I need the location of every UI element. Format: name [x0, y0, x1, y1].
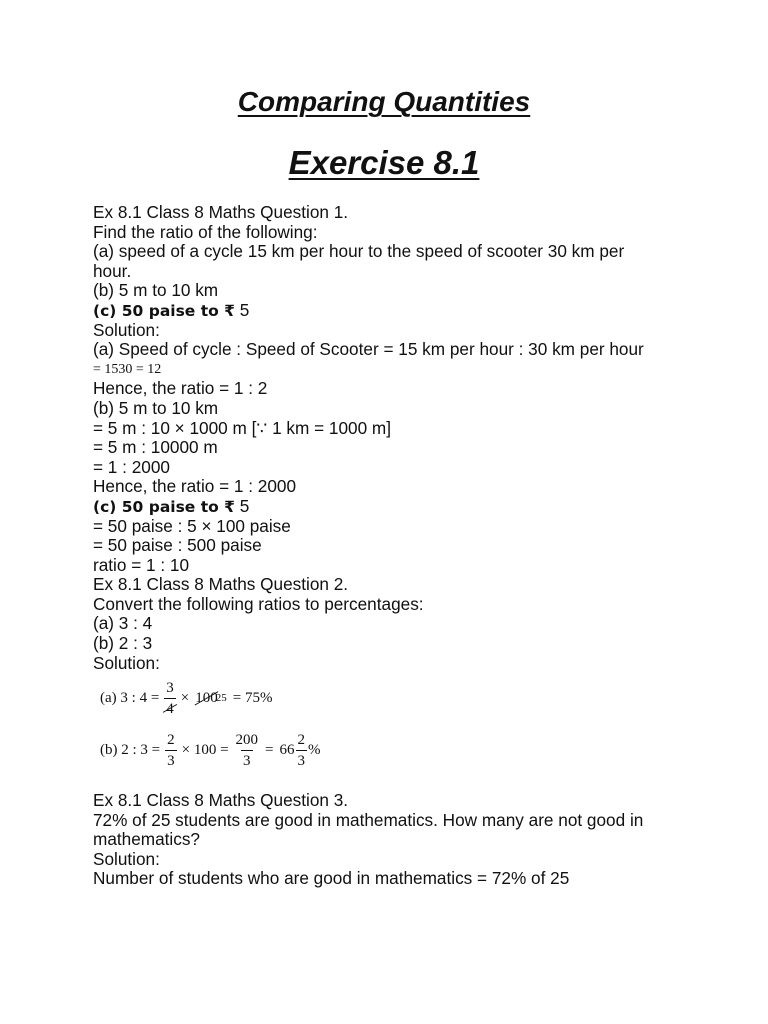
text-line	[93, 634, 693, 654]
text-line-content: Solution:	[93, 319, 160, 340]
text-line	[93, 281, 693, 301]
text-line	[93, 477, 693, 497]
text-line-content: Hence, the ratio = 1 : 2	[93, 378, 268, 399]
text-line: Solution:	[93, 848, 160, 869]
question-3-text	[93, 791, 713, 889]
math-b-numerator: 2	[167, 731, 175, 748]
text-line	[93, 223, 693, 243]
text-line-content: (a) 3 : 4	[93, 613, 153, 634]
text-line-content: Find the ratio of the following:	[93, 221, 318, 242]
math-b-equals: =	[265, 741, 274, 758]
text-line-content: Hence, the ratio = 1 : 2000	[93, 476, 297, 497]
math-b-lhs: (b) 2 : 3 =	[100, 741, 161, 758]
text-line	[93, 536, 693, 556]
percentage-math-figure	[100, 676, 430, 776]
page-title: Comparing Quantities	[237, 86, 531, 117]
math-b-numerator-2: 200	[235, 731, 259, 748]
text-line-content: (b) 5 m to 10 km	[93, 280, 219, 301]
text-line	[93, 203, 693, 223]
text-line	[93, 497, 693, 517]
text-line-content: Convert the following ratios to percentages:	[93, 593, 424, 614]
text-line-content: (c) 50 paise to ₹	[93, 301, 235, 320]
math-row-b	[100, 728, 321, 772]
text-line-content: ratio = 1 : 10	[93, 554, 190, 575]
math-b-denominator-2: 3	[241, 750, 253, 770]
text-line	[93, 399, 693, 419]
text-line: Number of students who are good in mathematics = 72% of 25	[93, 868, 570, 889]
text-line	[93, 262, 693, 282]
math-b-times: × 100 =	[181, 741, 229, 758]
text-line-content: (c) 50 paise to ₹	[93, 497, 235, 516]
math-a-denominator: 4	[164, 698, 176, 718]
text-line	[93, 301, 693, 321]
text-line-content: (b) 2 : 3	[93, 633, 153, 654]
text-line-content: (a) Speed of cycle : Speed of Scooter = 15 km per hour : 30 km per hour	[93, 339, 644, 360]
text-line-content: (b) 5 m to 10 km	[93, 397, 219, 418]
math-b-fraction-3	[296, 731, 308, 770]
text-line-content: = 5 m : 10000 m	[93, 437, 218, 458]
math-row-a	[100, 676, 272, 720]
text-line	[93, 575, 693, 595]
math-b-numerator-3: 2	[297, 731, 306, 748]
text-line-content: = 50 paise : 500 paise	[93, 535, 262, 556]
text-line	[93, 556, 693, 576]
math-b-fraction-2	[234, 731, 261, 770]
math-a-numerator: 3	[166, 679, 174, 696]
text-line	[93, 654, 693, 674]
text-line	[93, 517, 693, 537]
text-line	[93, 458, 693, 478]
text-line	[93, 242, 693, 262]
text-line-content: = 1530 = 12	[93, 361, 162, 377]
text-line	[93, 379, 693, 399]
text-line-content: (a) speed of a cycle 15 km per hour to the speed of scooter 30 km per	[93, 241, 625, 262]
text-line	[93, 438, 693, 458]
math-a-fraction	[164, 679, 176, 718]
text-line-content: = 1 : 2000	[93, 456, 170, 477]
text-line-content: hour.	[93, 260, 132, 281]
text-line-suffix: 5	[234, 299, 250, 320]
math-b-percent: %	[308, 741, 321, 758]
text-line	[93, 340, 693, 360]
text-line	[93, 595, 693, 615]
text-line: mathematics?	[93, 829, 200, 850]
math-b-denominator-3: 3	[296, 750, 308, 770]
math-a-result: = 75%	[232, 689, 273, 706]
text-line: 72% of 25 students are good in mathematics. How many are not good in	[93, 809, 644, 830]
text-line	[93, 614, 693, 634]
math-a-lhs: (a) 3 : 4 =	[100, 689, 160, 706]
text-line-content: Ex 8.1 Class 8 Maths Question 2.	[93, 574, 349, 595]
text-line	[93, 321, 693, 341]
text-line-suffix: 5	[234, 495, 250, 516]
text-line-content: = 5 m : 10 × 1000 m [∵ 1 km = 1000 m]	[93, 417, 392, 438]
math-a-superscript: 25	[215, 692, 227, 704]
exercise-title: Exercise 8.1	[288, 144, 480, 181]
text-line-content: = 50 paise : 5 × 100 paise	[93, 515, 291, 536]
text-line-content: Ex 8.1 Class 8 Maths Question 1.	[93, 202, 349, 222]
text-line	[93, 360, 693, 380]
math-b-denominator: 3	[165, 750, 177, 770]
text-line: Ex 8.1 Class 8 Maths Question 3.	[93, 790, 349, 810]
math-b-whole: 66	[279, 741, 295, 758]
math-a-times: ×	[180, 689, 190, 706]
text-line	[93, 419, 693, 439]
text-line-content: Solution:	[93, 652, 160, 673]
solution-text	[93, 203, 693, 673]
math-a-struck-value: 100	[195, 689, 218, 706]
math-b-fraction	[165, 731, 177, 770]
